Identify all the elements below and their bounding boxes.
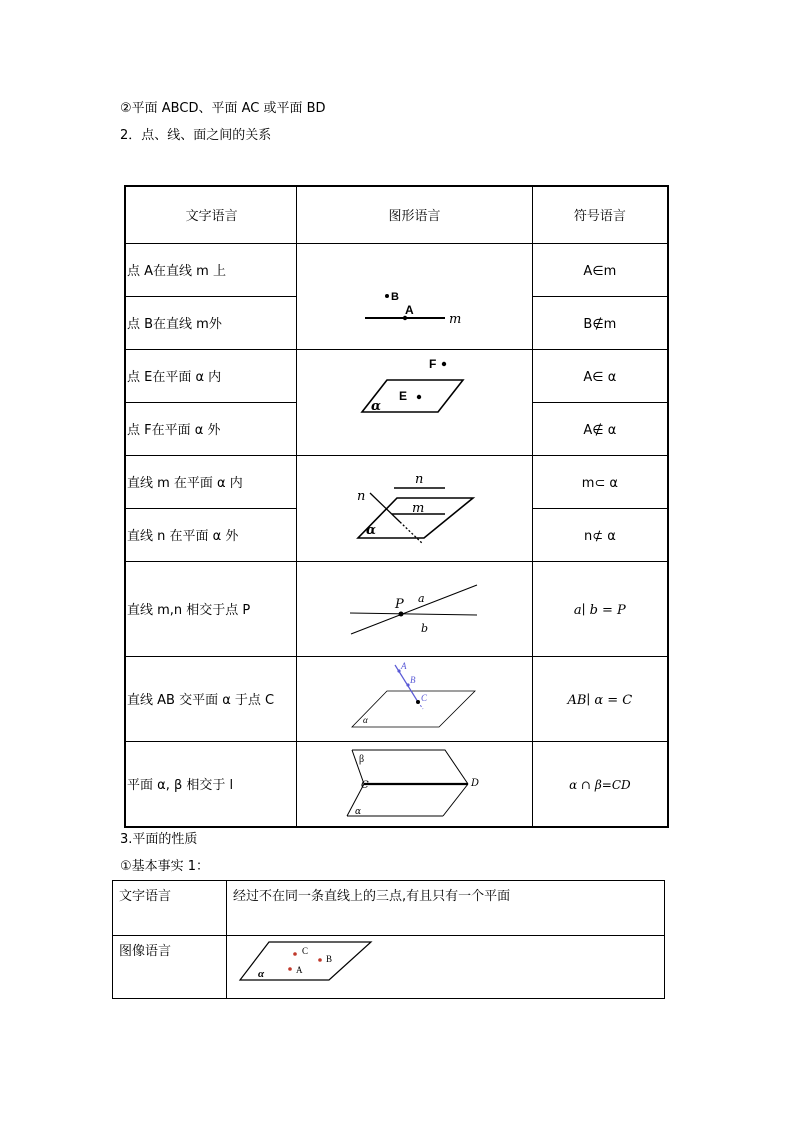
point-c bbox=[293, 952, 297, 956]
line-a bbox=[351, 585, 477, 634]
row-text: 点 F在平面 α 外 bbox=[127, 423, 221, 438]
table-row bbox=[113, 881, 665, 936]
row-label: 图像语言 bbox=[113, 936, 227, 999]
label-b: B bbox=[391, 291, 400, 303]
row-text: 平面 α, β 相交于 l bbox=[127, 778, 234, 793]
row-symbol: n⊄ α bbox=[583, 529, 616, 544]
label-c: C bbox=[361, 779, 369, 791]
table-row bbox=[125, 243, 668, 296]
section-3-title: 3.平面的性质 bbox=[120, 832, 198, 847]
label-n-top: n bbox=[415, 472, 424, 487]
row-symbol: α ∩ β=CD bbox=[569, 778, 631, 792]
line-n-hidden bbox=[400, 522, 423, 544]
line-b bbox=[350, 613, 477, 615]
label-alpha: α bbox=[371, 399, 382, 414]
label-m: m bbox=[412, 501, 425, 516]
plane-alpha bbox=[352, 691, 475, 727]
plane-alpha-right bbox=[443, 784, 468, 816]
label-a: a bbox=[418, 591, 425, 605]
label-beta: β bbox=[359, 753, 365, 765]
figure-point-plane bbox=[297, 349, 532, 455]
table-row bbox=[125, 561, 668, 656]
label-a: A bbox=[401, 660, 407, 671]
row-text: 直线 m 在平面 α 内 bbox=[127, 476, 243, 491]
figure-line-plane bbox=[297, 455, 532, 561]
figure-intersecting-lines bbox=[297, 561, 532, 656]
row-text: 点 B在直线 m外 bbox=[127, 317, 222, 332]
basic-fact-1: ①基本事实 1： bbox=[120, 859, 210, 874]
label-alpha: α bbox=[355, 806, 362, 817]
figure-line-crosses-plane bbox=[297, 656, 532, 741]
figure-intersecting-planes bbox=[297, 741, 532, 827]
row-text: 直线 n 在平面 α 外 bbox=[127, 529, 239, 544]
table-row bbox=[125, 741, 668, 827]
table-row bbox=[113, 936, 665, 999]
point-b bbox=[385, 294, 389, 298]
figure-three-points-plane bbox=[227, 936, 665, 999]
label-c: C bbox=[421, 692, 428, 703]
point-a bbox=[288, 967, 292, 971]
label-alpha: α bbox=[363, 714, 369, 725]
relation-table bbox=[124, 185, 669, 828]
point-f bbox=[442, 362, 446, 366]
row-content: 经过不在同一条直线上的三点,有且只有一个平面 bbox=[227, 881, 665, 936]
header-symbol-language: 符号语言 bbox=[532, 186, 668, 243]
row-text: 点 E在平面 α 内 bbox=[127, 370, 222, 385]
row-symbol: AB∣ α = C bbox=[567, 693, 633, 708]
label-e: E bbox=[399, 389, 408, 403]
point-p bbox=[399, 611, 404, 616]
label-c: C bbox=[302, 946, 309, 956]
section-2-title: 2．点、线、面之间的关系 bbox=[120, 128, 272, 143]
label-p: P bbox=[395, 596, 405, 612]
label-a: A bbox=[296, 965, 303, 975]
label-alpha: α bbox=[366, 523, 377, 538]
intro-line-1: ②平面 ABCD、平面 AC 或平面 BD bbox=[120, 101, 326, 116]
table-row bbox=[125, 349, 668, 402]
point-c bbox=[416, 700, 420, 704]
label-b: B bbox=[410, 674, 416, 685]
row-symbol: A∈m bbox=[583, 264, 617, 279]
row-symbol: A∉ α bbox=[583, 423, 617, 438]
point-b bbox=[318, 958, 322, 962]
label-f: F bbox=[429, 357, 437, 371]
label-n-left: n bbox=[357, 489, 366, 504]
label-a: A bbox=[405, 303, 414, 317]
label-m: m bbox=[449, 312, 462, 327]
table-row bbox=[125, 656, 668, 741]
row-label: 文字语言 bbox=[113, 881, 227, 936]
table-row bbox=[125, 455, 668, 508]
header-figure-language: 图形语言 bbox=[297, 186, 532, 243]
plane-beta bbox=[364, 750, 468, 784]
row-symbol: m⊂ α bbox=[581, 476, 618, 491]
table-header-row bbox=[125, 186, 668, 243]
fact-table bbox=[112, 880, 665, 999]
label-b: b bbox=[421, 621, 429, 635]
row-symbol: a∣ b = P bbox=[573, 603, 626, 618]
label-d: D bbox=[471, 777, 480, 789]
label-alpha: α bbox=[258, 968, 265, 980]
row-text: 直线 m,n 相交于点 P bbox=[127, 603, 251, 618]
row-symbol: B∉m bbox=[583, 317, 617, 332]
row-text: 直线 AB 交平面 α 于点 C bbox=[127, 693, 275, 708]
point-e bbox=[417, 395, 421, 399]
row-text: 点 A在直线 m 上 bbox=[127, 264, 226, 279]
row-symbol: A∈ α bbox=[583, 370, 617, 385]
label-b: B bbox=[326, 954, 333, 964]
header-text-language: 文字语言 bbox=[125, 186, 297, 243]
figure-point-line bbox=[297, 243, 532, 349]
line-n-crossing bbox=[370, 493, 400, 522]
